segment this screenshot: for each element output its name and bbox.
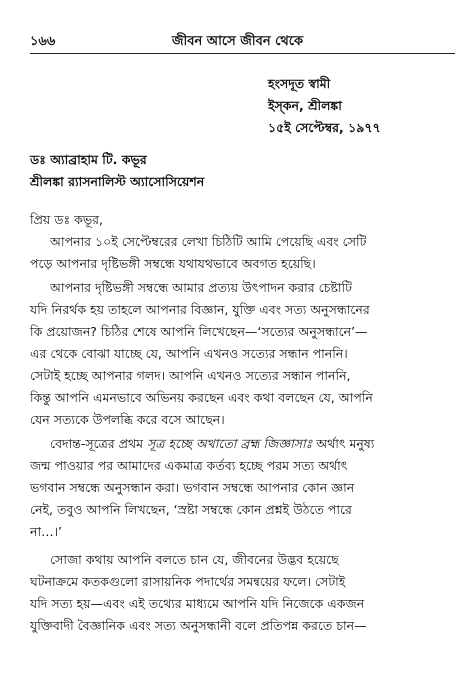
- sender-org: ইস্‌কন, শ্রীলঙ্কা: [268, 98, 342, 113]
- paragraph-line: কিন্তু আপনি এমনভাবে অভিনয় করছেন এবং কথা বলছেন যে, আপনি: [30, 390, 373, 405]
- letter-date: ১৫ই সেপ্টেম্বর, ১৯৭৭: [268, 120, 381, 135]
- paragraph-line: না…।’: [30, 524, 63, 539]
- sender-name: হংসদূত স্বামী: [268, 76, 331, 91]
- recipient-name: ডঃ অ্যাব্রাহাম টি. কভূর: [30, 152, 147, 167]
- paragraph-line: যেন সত্যকে উপলব্ধি করে বসে আছেন।: [30, 412, 225, 427]
- paragraph-line: সেটাই হচ্ছে আপনার গলদ। আপনি এখনও সত্যের সন্ধান পাননি,: [30, 368, 351, 383]
- paragraph-line: আপনার ১০ই সেপ্টেম্বরের লেখা চিঠিটি আমি পেয়েছি এবং সেটি: [50, 234, 367, 249]
- salutation: প্রিয় ডঃ কভূর,: [30, 212, 103, 227]
- paragraph-line: ঘটনাক্রমে কতকগুলো রাসায়নিক পদার্থের সমন্বয়ের ফলে। সেটাই: [30, 574, 346, 589]
- paragraph-line: পড়ে আপনার দৃষ্টিভঙ্গী সম্বন্ধে যথাযথভাবে অবগত হয়েছি।: [30, 256, 316, 271]
- paragraph-line: এর থেকে বোঝা যাচ্ছে যে, আপনি এখনও সত্যের সন্ধান পাননি।: [30, 346, 348, 361]
- paragraph-line: কি প্রয়োজন? চিঠির শেষে আপনি লিখেছেন—‘সত্যের অনুসন্ধানে’—: [30, 324, 368, 339]
- paragraph-line: আপনার দৃষ্টিভঙ্গী সম্বন্ধে আমার প্রত্যয় উৎপাদন করার চেষ্টাটি: [50, 280, 352, 295]
- text-segment: অর্থাৎ মনুষ্য: [316, 436, 375, 451]
- paragraph-line: যুক্তিবাদী বৈজ্ঞানিক এবং সত্য অনুসন্ধানী বলে প্রতিপন্ন করতে চান—: [30, 618, 367, 633]
- paragraph-line: সোজা কথায় আপনি বলতে চান যে, জীবনের উদ্ভব হয়েছে: [50, 552, 339, 567]
- header-rule: [30, 53, 455, 54]
- running-title: জীবন আসে জীবন থেকে: [171, 34, 304, 49]
- paragraph-line: যদি সত্য হয়—এবং এই তথ্যের মাধ্যমে আপনি যদি নিজেকে একজন: [30, 596, 365, 611]
- paragraph-line: ভগবান সম্বন্ধে অনুসন্ধান করা। ভগবান সম্বন্ধে আপনার কোন জ্ঞান: [30, 480, 355, 495]
- text-segment: বেদান্ত-সূত্রের প্রথম: [50, 436, 144, 451]
- sanskrit-quote: সূত্র হচ্ছে অথাতো ব্রহ্ম জিজ্ঞাসাঃ: [147, 436, 313, 451]
- recipient-org: শ্রীলঙ্কা র‍্যাসনালিস্ট অ্যাসোসিয়েশন: [30, 174, 205, 189]
- paragraph-line-mixed: [50, 436, 374, 452]
- paragraph-line: জন্ম পাওয়ার পর আমাদের একমাত্র কর্তব্য হচ্ছে পরম সত্য অর্থাৎ: [30, 458, 348, 473]
- page-number: ১৬৬: [30, 34, 56, 49]
- paragraph-line: নেই, তবুও আপনি লিখছেন, ‘স্রষ্টা সম্বন্ধে কোন প্রশ্নই উঠতে পারে: [30, 502, 352, 517]
- paragraph-line: যদি নিরর্থক হয় তাহলে আপনার বিজ্ঞান, যুক্তি এবং সত্য অনুসন্ধানের: [30, 302, 370, 317]
